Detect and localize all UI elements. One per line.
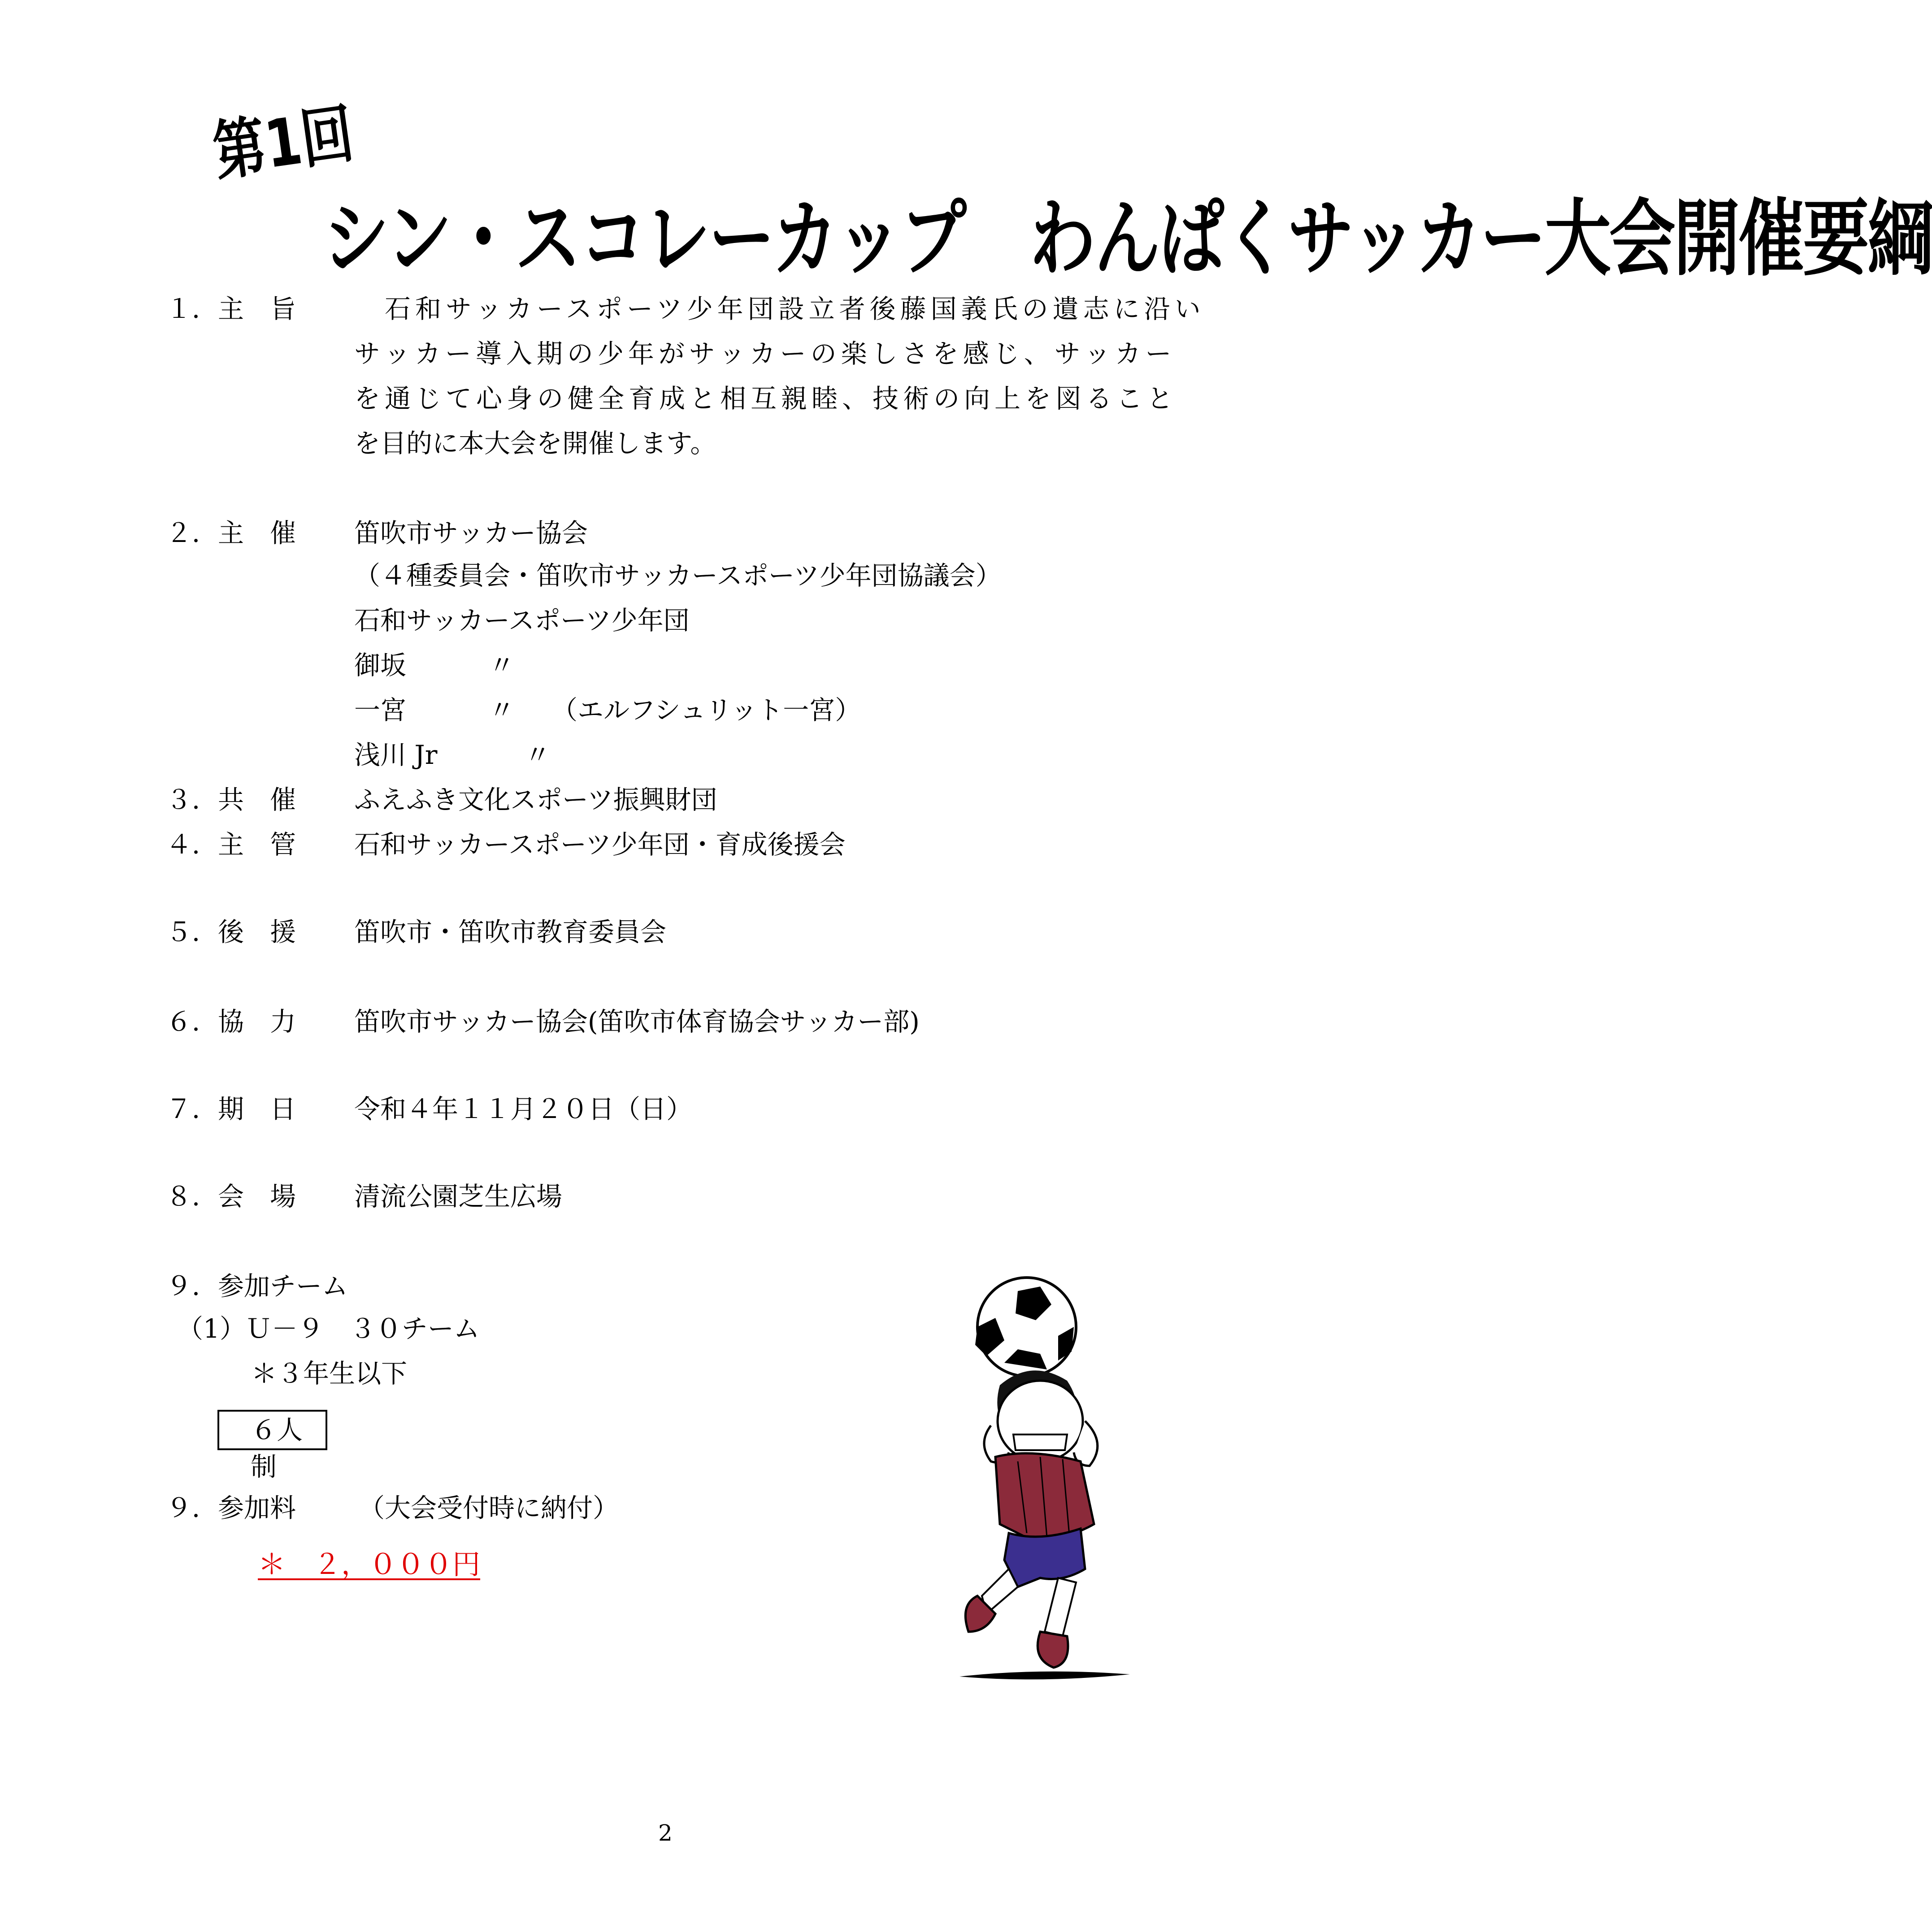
section-4-label: ４．主 管 bbox=[166, 829, 296, 860]
page-number: 2 bbox=[658, 1820, 673, 1846]
section-9-label: ９．参加チーム bbox=[166, 1271, 348, 1301]
section-6-value: 笛吹市サッカー協会(笛吹市体育協会サッカー部) bbox=[354, 1006, 920, 1037]
section-6-label: ６．協 力 bbox=[166, 1006, 296, 1037]
section-7-label: ７．期 日 bbox=[166, 1094, 296, 1124]
section-2-label: ２．主 催 bbox=[166, 518, 296, 548]
section-1-line-3: を通じて心身の健全育成と相互親睦、技術の向上を図ること bbox=[354, 383, 1178, 414]
section-9-note: ＊３年生以下 bbox=[251, 1358, 408, 1389]
section-2-ichinomiya-note: （エルフシュリット一宮） bbox=[551, 695, 861, 725]
section-1-line-4: を目的に本大会を開催します。 bbox=[354, 428, 716, 459]
section-8-value: 清流公園芝生広場 bbox=[354, 1181, 563, 1212]
section-2-line-3: 石和サッカースポーツ少年団 bbox=[354, 605, 690, 636]
section-2-ichinomiya: 一宮 bbox=[354, 695, 407, 725]
section-3-label: ３．共 催 bbox=[166, 784, 296, 815]
format-box: ６人制 bbox=[217, 1410, 327, 1450]
section-1-line-2: サッカー導入期の少年がサッカーの楽しさを感じ、サッカー bbox=[354, 338, 1176, 369]
section-9-item: （1）Ｕ－９ ３０チーム bbox=[177, 1313, 480, 1344]
section-8-label: ８．会 場 bbox=[166, 1181, 296, 1212]
soccer-ball-icon bbox=[975, 1278, 1076, 1376]
section-5-label: ５．後 援 bbox=[166, 917, 296, 947]
section-2-line-1: 笛吹市サッカー協会 bbox=[354, 518, 588, 548]
section-7-value: 令和４年１１月２０日（日） bbox=[354, 1094, 693, 1124]
ditto-mark: 〃 bbox=[489, 650, 515, 680]
ditto-mark: 〃 bbox=[525, 740, 551, 770]
ditto-mark: 〃 bbox=[489, 695, 515, 725]
section-1-line-1: 石和サッカースポーツ少年団設立者後藤国義氏の遺志に沿い bbox=[354, 294, 1205, 324]
section-2-line-2: （４種委員会・笛吹市サッカースポーツ少年団協議会） bbox=[354, 560, 1002, 591]
section-2-misaka: 御坂 bbox=[354, 650, 407, 680]
section-2-isawa: 浅川 Jr bbox=[354, 740, 438, 770]
section-fee-note: （大会受付時に納付） bbox=[359, 1493, 619, 1523]
soccer-player-illustration bbox=[951, 1273, 1139, 1690]
section-4-value: 石和サッカースポーツ少年団・育成後援会 bbox=[354, 829, 846, 860]
section-fee-label: ９．参加料 bbox=[166, 1493, 296, 1523]
title-main: シン・スコレーカップ わんぱくサッカー大会開催要綱 bbox=[323, 191, 1932, 287]
fee-amount: ＊ ２，０００円 bbox=[258, 1548, 481, 1581]
title-edition: 第1回 bbox=[208, 95, 358, 191]
player-figure bbox=[959, 1370, 1130, 1679]
section-1-label: １．主 旨 bbox=[166, 294, 296, 324]
section-3-value: ふえふき文化スポーツ振興財団 bbox=[354, 784, 717, 815]
section-5-value: 笛吹市・笛吹市教育委員会 bbox=[354, 917, 667, 947]
